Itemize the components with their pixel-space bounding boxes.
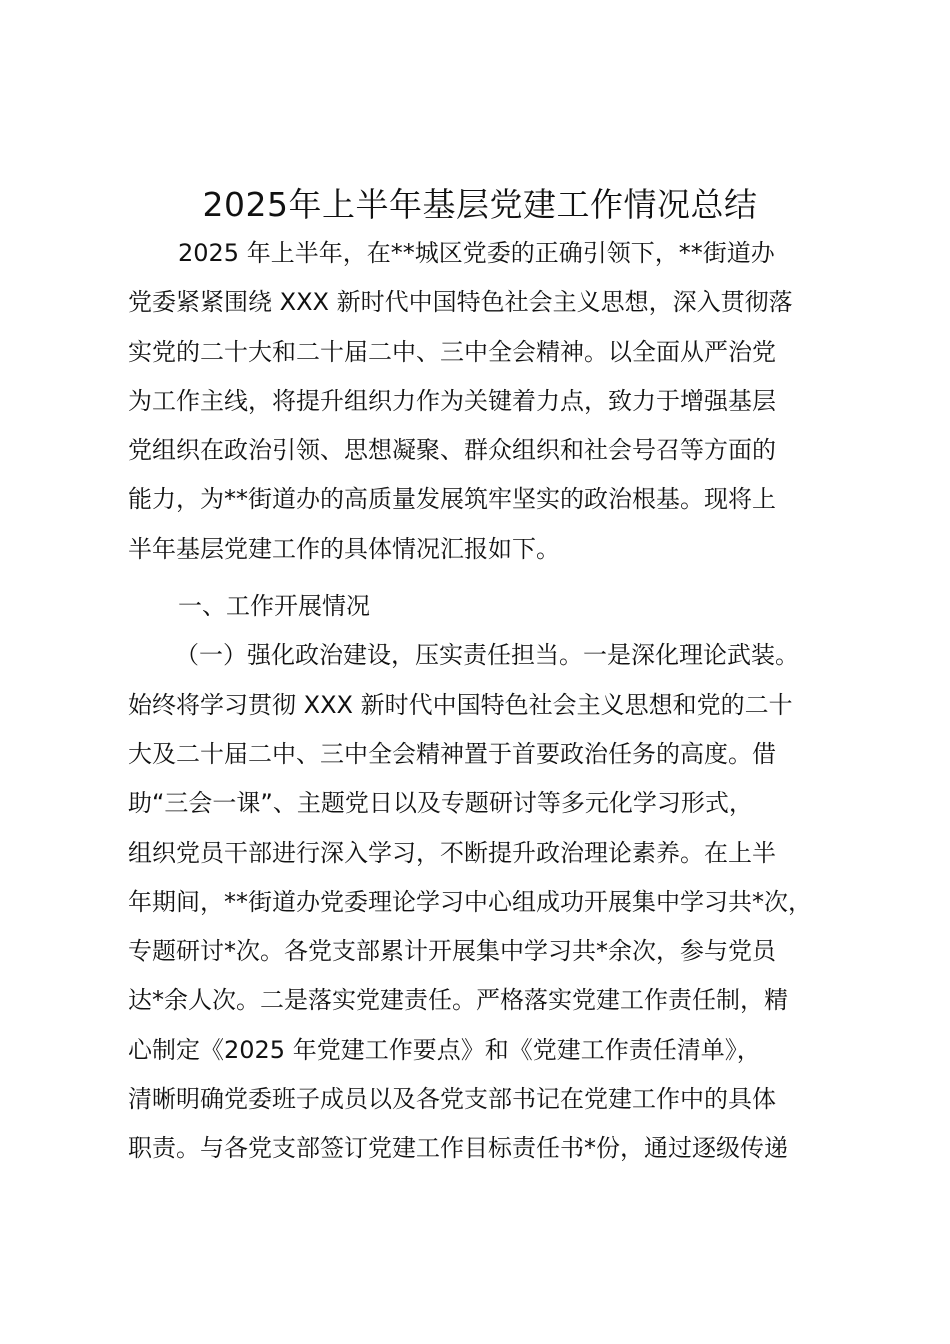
text-line: 助“三会一课”、主题党日以及专题研讨等多元化学习形式， [128,789,753,818]
text-line: 职责。与各党支部签订党建工作目标责任书*份，通过逐级传递 [128,1134,788,1163]
paragraph-spacer [128,574,838,582]
text-line: 党委紧紧围绕 XXX 新时代中国特色社会主义思想，深入贯彻落 [128,288,793,317]
text-line: 能力，为**街道办的高质量发展筑牢坚实的政治根基。现将上 [128,485,776,514]
section-heading: 一、工作开展情况 [178,592,370,621]
text-line: 党组织在政治引领、思想凝聚、群众组织和社会号召等方面的 [128,436,776,465]
text-line: 为工作主线，将提升组织力作为关键着力点，致力于增强基层 [128,386,776,415]
text-line: 组织党员干部进行深入学习，不断提升政治理论素养。在上半 [128,838,776,867]
text-line: 2025 年上半年，在**城区党委的正确引领下，**街道办 [178,239,775,267]
text-line: 专题研讨*次。各党支部累计开展集中学习共*余次，参与党员 [128,937,776,966]
text-line: 清晰明确党委班子成员以及各党支部书记在党建工作中的具体 [128,1085,776,1114]
text-line: 半年基层党建工作的具体情况汇报如下。 [128,534,560,563]
text-line: 实党的二十大和二十届二中、三中全会精神。以全面从严治党 [128,337,776,366]
text-line: 大及二十届二中、三中全会精神置于首要政治任务的高度。借 [128,739,776,768]
paragraph-political-construction [128,631,838,1173]
text-line: 始终将学习贯彻 XXX 新时代中国特色社会主义思想和党的二十 [128,690,793,719]
document-title: 2025年上半年基层党建工作情况总结 [202,185,758,224]
text-line: 年期间，**街道办党委理论学习中心组成功开展集中学习共*次， [128,887,812,916]
paragraph-intro [128,229,838,574]
document-body [128,229,838,1174]
text-line: （一）强化政治建设，压实责任担当。一是深化理论武装。 [175,641,799,670]
text-line: 达*余人次。二是落实党建责任。严格落实党建工作责任制，精 [128,986,788,1015]
text-line: 心制定《2025 年党建工作要点》和《党建工作责任清单》， [128,1035,761,1064]
